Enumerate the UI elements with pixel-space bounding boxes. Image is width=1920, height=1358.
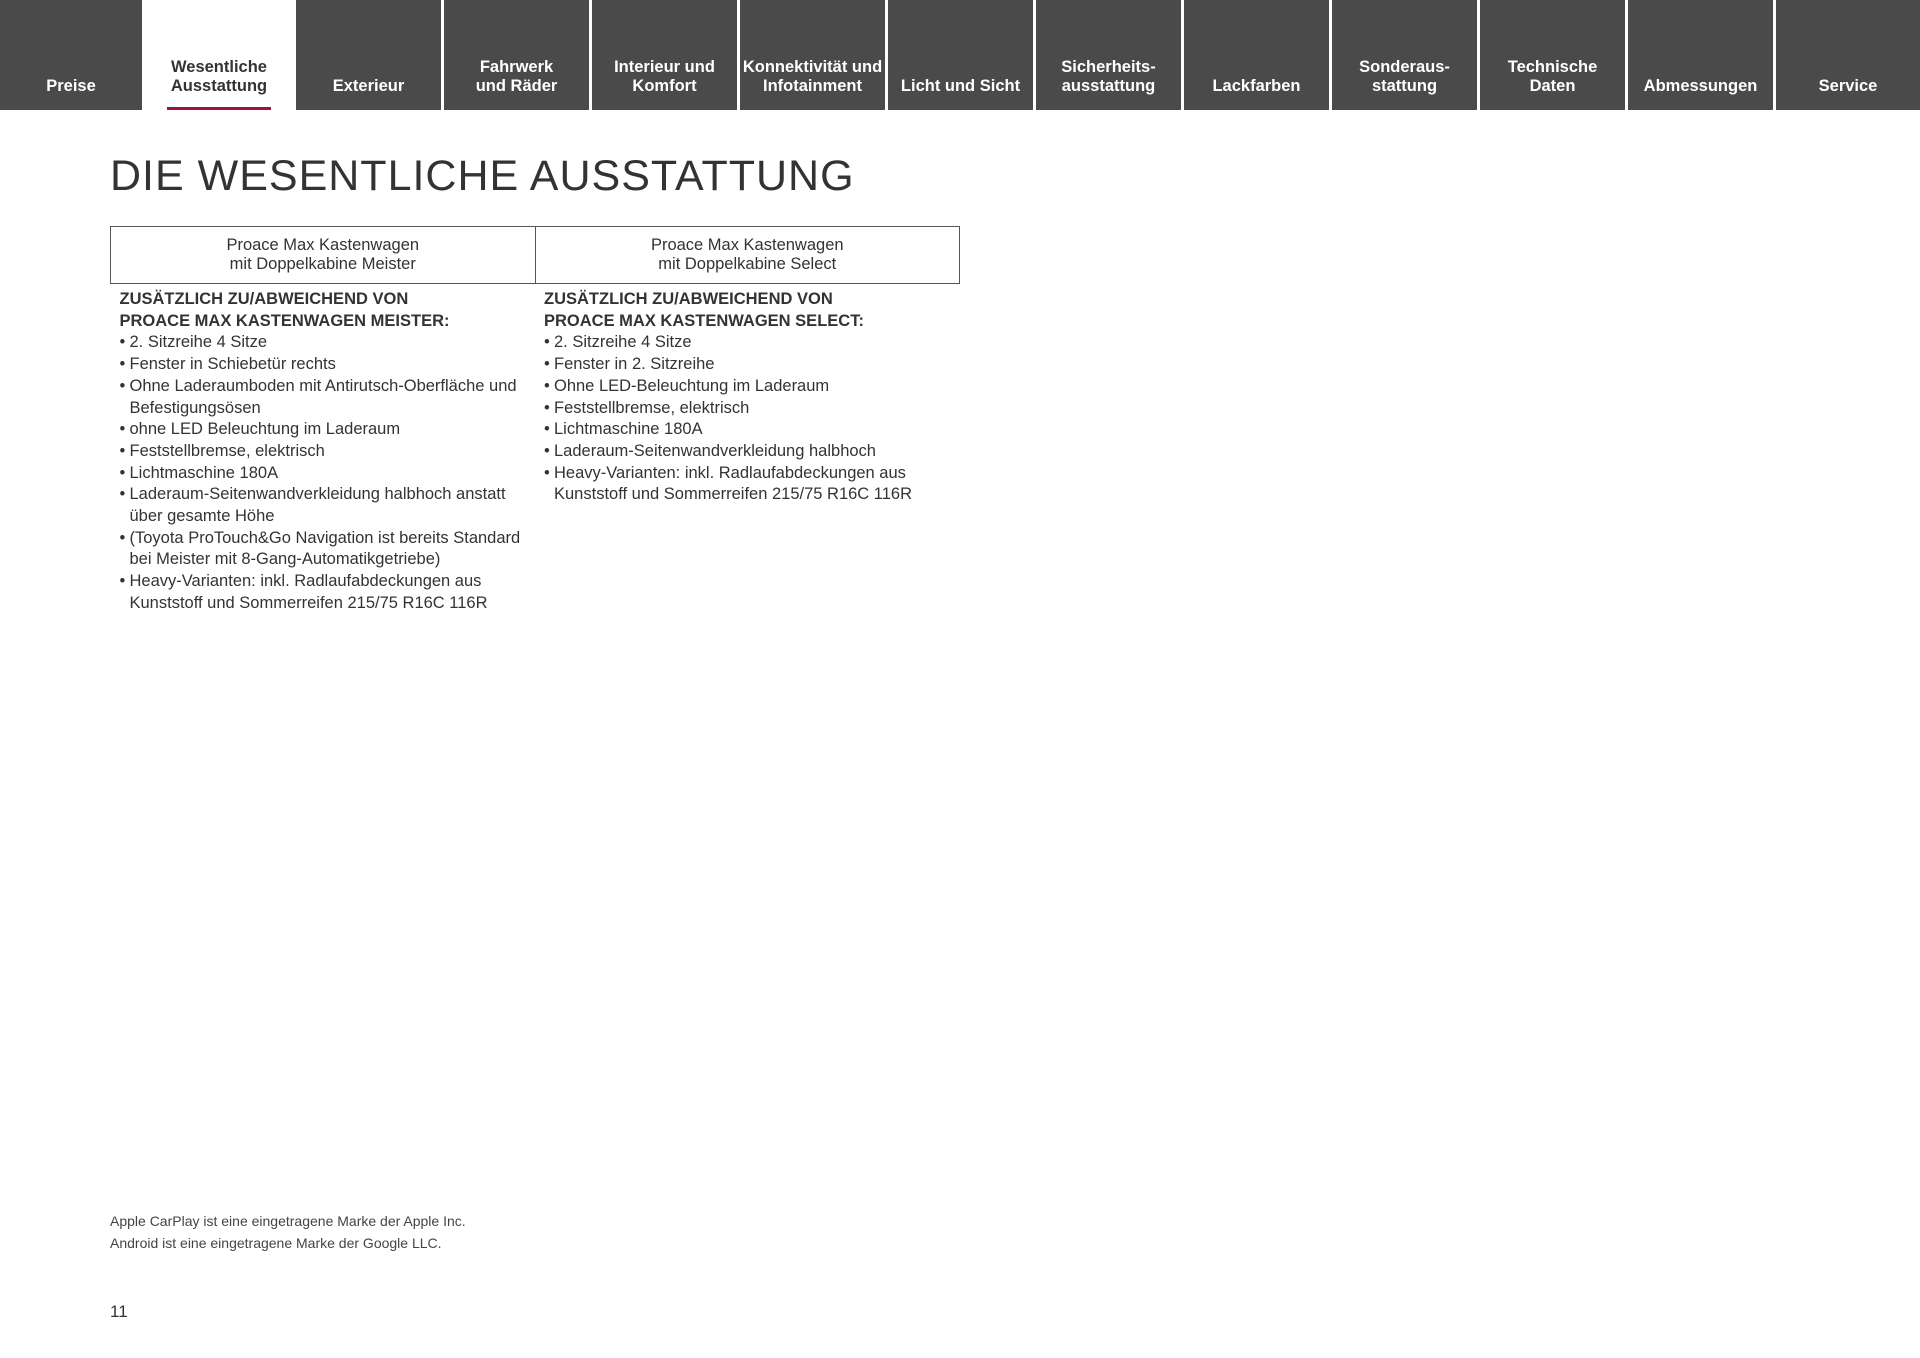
column-header-meister xyxy=(111,227,536,284)
tab-label: Lackfarben xyxy=(1212,77,1301,95)
tab-interieur-und-komfort[interactable] xyxy=(592,0,740,110)
column-select xyxy=(535,284,960,615)
column-header-line: mit Doppelkabine Meister xyxy=(229,255,416,273)
equipment-table xyxy=(110,226,960,615)
list-item: • Fenster in Schiebetür rechts xyxy=(120,354,528,376)
column-heading-line: ZUSÄTZLICH ZU/ABWEICHEND VON xyxy=(119,290,409,308)
tab-exterieur[interactable] xyxy=(296,0,444,110)
list-item: • Feststellbremse, elektrisch xyxy=(544,398,952,420)
list-item: • (Toyota ProTouch&Go Navigation ist bereits Standard bei Meister mit 8-Gang-Automatikgetriebe) xyxy=(120,528,528,571)
column-header-line: Proace Max Kastenwagen xyxy=(650,236,844,254)
list-item: • 2. Sitzreihe 4 Sitze xyxy=(544,332,952,354)
tab-service[interactable] xyxy=(1776,0,1920,110)
list-item: • Laderaum-Seitenwandverkleidung halbhoch xyxy=(544,441,952,463)
list-item: • Ohne Laderaumboden mit Antirutsch-Oberfläche und Befestigungsösen xyxy=(120,376,528,419)
feature-list xyxy=(544,332,952,506)
table-row xyxy=(111,284,960,615)
tab-preise[interactable] xyxy=(0,0,145,110)
tab-abmessungen[interactable] xyxy=(1628,0,1776,110)
page-number: 11 xyxy=(110,1302,128,1321)
page-title: DIE WESENTLICHE AUSSTATTUNG xyxy=(110,152,855,200)
table-header-row xyxy=(111,227,960,284)
tab-label: Interieur und Komfort xyxy=(614,58,715,95)
tab-label: Licht und Sicht xyxy=(900,77,1021,95)
tab-licht-und-sicht[interactable] xyxy=(888,0,1036,110)
tab-label: Preise xyxy=(46,77,96,95)
tab-fahrwerk-und-raeder[interactable] xyxy=(444,0,592,110)
tab-label: Technische Daten xyxy=(1507,58,1598,95)
list-item: • Fenster in 2. Sitzreihe xyxy=(544,354,952,376)
list-item: • Laderaum-Seitenwandverkleidung halbhoch anstatt über gesamte Höhe xyxy=(120,484,528,527)
footnote: Android ist eine eingetragene Marke der Google LLC. xyxy=(110,1235,442,1251)
column-heading-line: PROACE MAX KASTENWAGEN SELECT: xyxy=(544,311,864,330)
tab-sonderausstattung[interactable] xyxy=(1332,0,1480,110)
tab-label: Service xyxy=(1818,77,1878,95)
tab-label: Fahrwerk und Räder xyxy=(475,58,558,95)
tab-label: Wesentliche Ausstattung xyxy=(170,58,268,95)
column-header-line: mit Doppelkabine Select xyxy=(658,255,837,273)
tab-label: Sonderaus- stattung xyxy=(1359,58,1450,95)
tab-sicherheitsausstattung[interactable] xyxy=(1036,0,1184,110)
tab-wesentliche-ausstattung[interactable] xyxy=(145,0,296,110)
tab-label: Konnektivität und Infotainment xyxy=(742,58,883,95)
tab-lackfarben[interactable] xyxy=(1184,0,1332,110)
column-heading xyxy=(120,289,528,332)
footnote: Apple CarPlay ist eine eingetragene Marke der Apple Inc. xyxy=(110,1213,466,1229)
column-meister xyxy=(111,284,536,615)
tab-konnektivitaet-und-infotainment[interactable] xyxy=(740,0,888,110)
list-item: • Heavy-Varianten: inkl. Radlaufabdeckungen aus Kunststoff und Sommerreifen 215/75 R16C 116R xyxy=(120,571,528,614)
list-item: • Lichtmaschine 180A xyxy=(120,463,528,485)
list-item: • ohne LED Beleuchtung im Laderaum xyxy=(120,419,528,441)
column-header-select xyxy=(535,227,960,284)
tab-label: Sicherheits- ausstattung xyxy=(1061,58,1156,95)
list-item: • 2. Sitzreihe 4 Sitze xyxy=(120,332,528,354)
feature-list xyxy=(120,332,528,614)
column-heading-line: ZUSÄTZLICH ZU/ABWEICHEND VON xyxy=(544,290,833,308)
column-header-line: Proace Max Kastenwagen xyxy=(226,236,420,254)
column-heading-line: PROACE MAX KASTENWAGEN MEISTER: xyxy=(119,311,450,330)
list-item: • Lichtmaschine 180A xyxy=(544,419,952,441)
footnotes xyxy=(110,1210,466,1254)
tab-label: Abmessungen xyxy=(1643,77,1758,95)
tab-technische-daten[interactable] xyxy=(1480,0,1628,110)
list-item: • Heavy-Varianten: inkl. Radlaufabdeckungen aus Kunststoff und Sommerreifen 215/75 R16C 116R xyxy=(544,463,952,506)
tab-label: Exterieur xyxy=(332,77,405,95)
top-navigation xyxy=(0,0,1920,110)
column-heading xyxy=(544,289,952,332)
list-item: • Feststellbremse, elektrisch xyxy=(120,441,528,463)
list-item: • Ohne LED-Beleuchtung im Laderaum xyxy=(544,376,952,398)
